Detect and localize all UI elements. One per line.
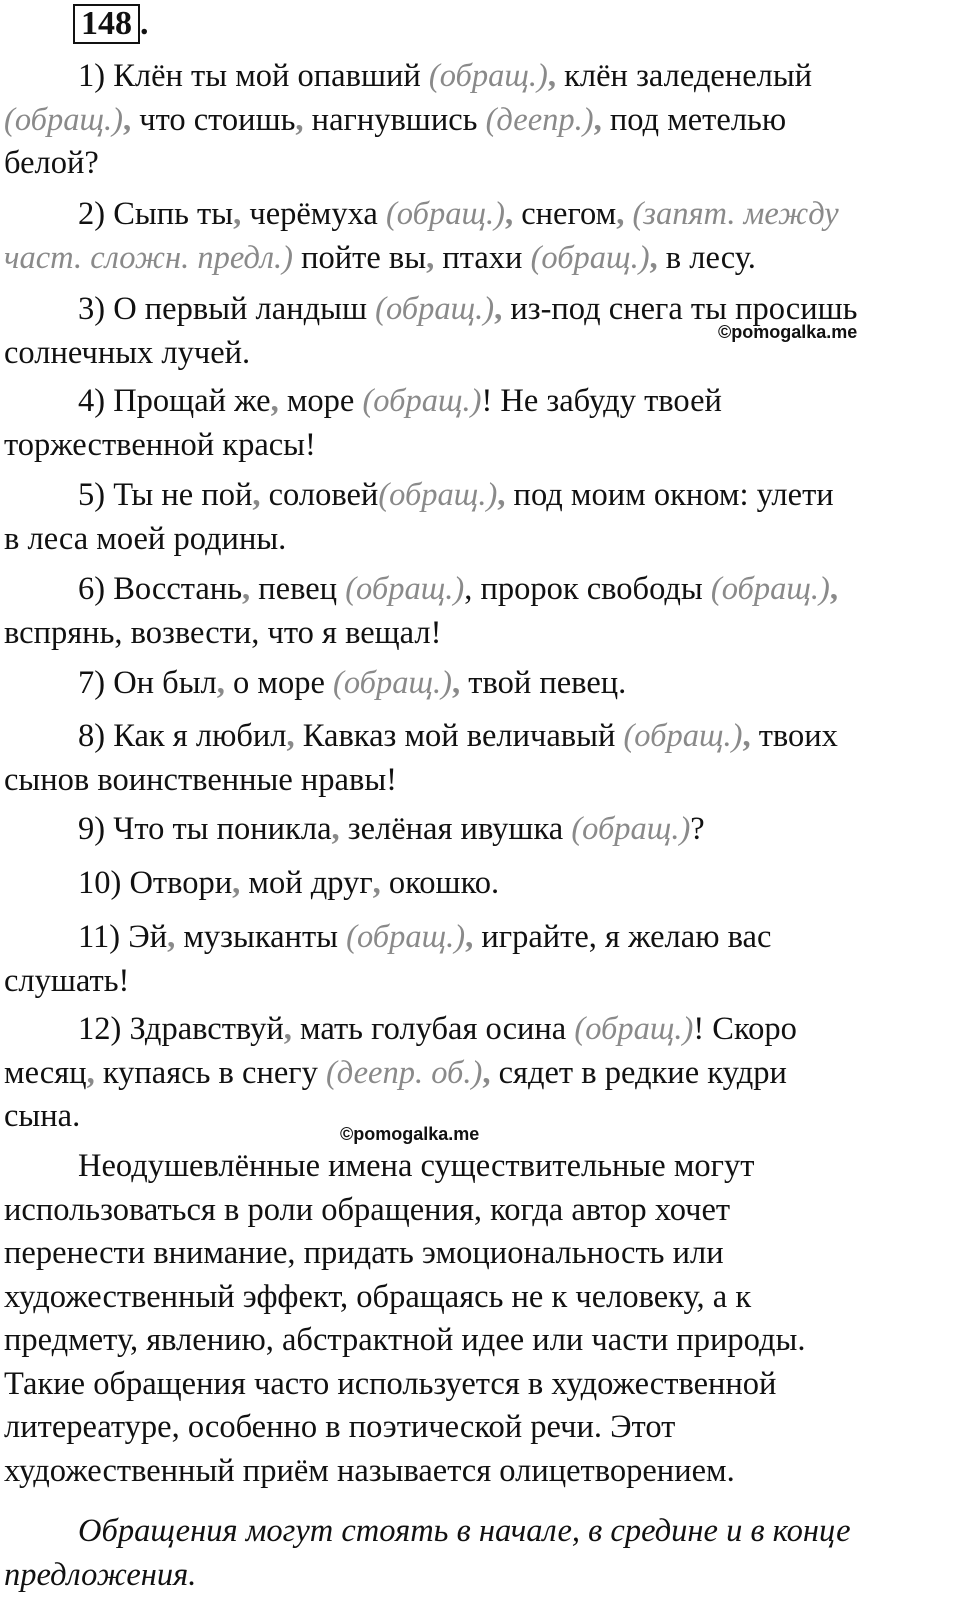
text: 4) Прощай же	[78, 383, 271, 419]
sentence-2-line-1	[4, 193, 956, 237]
inserted-comma: ,	[465, 919, 474, 955]
text: снегом	[513, 196, 617, 232]
text: 12) Здравствуй	[78, 1011, 284, 1047]
inserted-comma: ,	[452, 665, 461, 701]
text: сына.	[4, 1098, 81, 1134]
sentence-8-line-2	[4, 759, 956, 803]
sentence-4-line-2	[4, 424, 956, 468]
text: мой друг	[240, 865, 373, 901]
inserted-comma: ,	[426, 239, 435, 276]
sentence-12-line-1	[4, 1008, 956, 1052]
sentence-1-line-1	[4, 55, 956, 99]
inserted-comma: ,	[494, 291, 503, 327]
annotation: (обращ.)	[4, 101, 123, 138]
text: музыканты	[175, 919, 347, 955]
explanation-paragraph	[4, 1145, 956, 1493]
sentence-6-line-2	[4, 612, 956, 656]
sentence-8-line-1	[4, 715, 956, 759]
paragraph-line: художественный эффект, обращаясь не к человеку, а к	[4, 1278, 752, 1315]
annotation: (обращ.)	[346, 919, 466, 955]
text: солнечных лучей.	[4, 334, 251, 371]
text: из-под снега ты просишь	[502, 291, 858, 327]
inserted-comma: ,	[252, 477, 261, 513]
text: 1) Клён ты мой опавший	[78, 58, 429, 94]
sentence-8	[4, 715, 956, 802]
annotation: (обращ.)	[571, 811, 691, 847]
sentence-1-line-3	[4, 142, 956, 186]
text: 9) Что ты поникла	[78, 811, 332, 847]
paragraph-line: литереатуре, особенно в поэтической речи. Этот	[4, 1409, 676, 1445]
annotation: (обращ.)	[375, 291, 495, 327]
inserted-comma: ,	[233, 196, 242, 232]
annotation: (деепр. об.)	[325, 1054, 483, 1091]
sentence-4	[4, 380, 956, 467]
text: торжественной красы!	[4, 426, 316, 463]
inserted-comma: ,	[242, 571, 251, 607]
paragraph-line: перенести внимание, придать эмоциональность или	[4, 1235, 724, 1271]
sentence-12-line-3	[4, 1095, 956, 1139]
inserted-comma: ,	[616, 196, 625, 232]
sentence-9	[4, 808, 956, 852]
annotation: (деепр.)	[485, 101, 594, 138]
inserted-comma: ,	[829, 571, 838, 607]
text: слушать!	[4, 962, 130, 999]
text: вспрянь, возвести, что я вещал!	[4, 614, 442, 651]
exercise-number-dot: .	[140, 5, 149, 42]
inserted-comma: ,	[547, 58, 556, 94]
sentences-list	[4, 55, 956, 186]
text: в леса моей родины.	[4, 520, 287, 557]
inserted-comma: ,	[593, 101, 602, 138]
inserted-comma: ,	[270, 383, 279, 419]
text: о море	[224, 665, 334, 701]
inserted-comma: ,	[649, 239, 658, 276]
text: окошко.	[380, 865, 500, 901]
text: 5) Ты не пой	[78, 477, 253, 513]
text: соловей	[260, 477, 379, 513]
annotation: (обращ.)	[428, 58, 548, 94]
inserted-comma: ,	[283, 1011, 292, 1047]
sentence-5	[4, 474, 956, 561]
annotation: (обращ.)	[362, 383, 482, 419]
annotation: (обращ.)	[385, 196, 505, 232]
text: зелёная ивушка	[339, 811, 572, 847]
text: 3) О первый ландыш	[78, 291, 376, 327]
text: ?	[690, 811, 705, 847]
text: 7) Он был	[78, 665, 217, 701]
annotation: (обращ.)	[530, 239, 650, 276]
inserted-comma: ,	[372, 865, 381, 901]
annotation: (обращ.)	[345, 571, 465, 607]
inserted-comma: ,	[286, 718, 295, 754]
text: сынов воинственные нравы!	[4, 761, 397, 798]
inserted-comma: ,	[167, 919, 176, 955]
paragraph-line: Такие обращения часто используется в художественной	[4, 1365, 777, 1402]
text: , пророк свободы	[464, 571, 711, 607]
text: птахи	[434, 239, 531, 276]
watermark-bottom: ©pomogalka.me	[340, 1124, 480, 1144]
annotation: (запят. между	[624, 196, 839, 232]
text: что стоишь	[131, 101, 296, 138]
inserted-comma: ,	[742, 718, 751, 754]
sentence-5-line-1	[4, 474, 956, 518]
inserted-comma: ,	[295, 101, 304, 138]
text: 2) Сыпь ты	[78, 196, 234, 232]
annotation: (обращ.)	[623, 718, 743, 754]
text: 6) Восстань	[78, 571, 243, 607]
paragraph-line: художественный приём называется олицетворением.	[4, 1452, 735, 1489]
text: 8) Как я любил	[78, 718, 287, 754]
text: певец	[250, 571, 346, 607]
conclusion-line: Обращения могут стоять в начале, в средине и в конце	[78, 1513, 851, 1549]
text: море	[278, 383, 363, 419]
sentence-2-line-2	[4, 237, 956, 281]
text: сядет в редкие кудри	[490, 1054, 787, 1091]
annotation: част. сложн. предл.)	[4, 239, 294, 276]
annotation: (обращ.)	[574, 1011, 694, 1047]
annotation: (обращ.)	[710, 571, 830, 607]
text: белой?	[4, 145, 99, 181]
text: твоих	[750, 718, 838, 754]
sentence-11-line-2	[4, 960, 956, 1004]
sentence-12-line-2	[4, 1052, 956, 1096]
sentence-2	[4, 193, 956, 280]
text: в лесу.	[657, 239, 756, 276]
text: нагнувшись	[303, 101, 486, 138]
sentence-5-line-2	[4, 518, 956, 562]
paragraph-line: использоваться в роли обращения, когда автор хочет	[4, 1191, 731, 1228]
text: твой певец.	[460, 665, 627, 701]
inserted-comma: ,	[122, 101, 132, 138]
sentence-10-line-1	[4, 862, 956, 906]
sentence-11	[4, 916, 956, 1003]
conclusion-line: предложения.	[4, 1556, 197, 1593]
inserted-comma: ,	[482, 1054, 491, 1091]
sentence-12	[4, 1008, 956, 1139]
text: под метелью	[601, 101, 787, 138]
sentence-4-line-1	[4, 380, 956, 424]
inserted-comma: ,	[232, 865, 241, 901]
text: ! Скоро	[693, 1011, 797, 1047]
text: купаясь в снегу	[94, 1054, 326, 1091]
text: пойте вы	[293, 239, 427, 276]
paragraph-line: Неодушевлённые имена существительные могут	[78, 1148, 755, 1184]
sentence-9-line-1	[4, 808, 956, 852]
inserted-comma: ,	[497, 477, 506, 513]
text: под моим окном: улети	[505, 477, 834, 513]
sentence-7-line-1	[4, 662, 956, 706]
text: клён заледенелый	[556, 58, 813, 94]
text: ! Не забуду твоей	[481, 383, 722, 419]
sentence-6-line-1	[4, 568, 956, 612]
exercise-number-box: 148	[73, 4, 140, 44]
watermark-top: ©pomogalka.me	[718, 322, 858, 342]
sentence-1-line-2	[4, 99, 956, 143]
text: черёмуха	[241, 196, 386, 232]
inserted-comma: ,	[86, 1054, 95, 1091]
text: 10) Отвори	[78, 865, 233, 901]
text: месяц	[4, 1054, 87, 1091]
text: Кавказ мой величавый	[294, 718, 624, 754]
annotation: (обращ.)	[378, 477, 498, 513]
text: играйте, я желаю вас	[473, 919, 772, 955]
inserted-comma: ,	[331, 811, 340, 847]
inserted-comma: ,	[216, 665, 225, 701]
paragraph-line: предмету, явлению, абстрактной идее или части природы.	[4, 1322, 806, 1358]
sentence-10	[4, 862, 956, 906]
conclusion-paragraph	[4, 1510, 956, 1597]
annotation: (обращ.)	[333, 665, 453, 701]
sentence-6	[4, 568, 956, 655]
text: 11) Эй	[78, 919, 168, 955]
exercise-number	[73, 4, 149, 44]
text: мать голубая осина	[291, 1011, 575, 1047]
sentence-11-line-1	[4, 916, 956, 960]
inserted-comma: ,	[504, 196, 514, 232]
sentence-7	[4, 662, 956, 706]
